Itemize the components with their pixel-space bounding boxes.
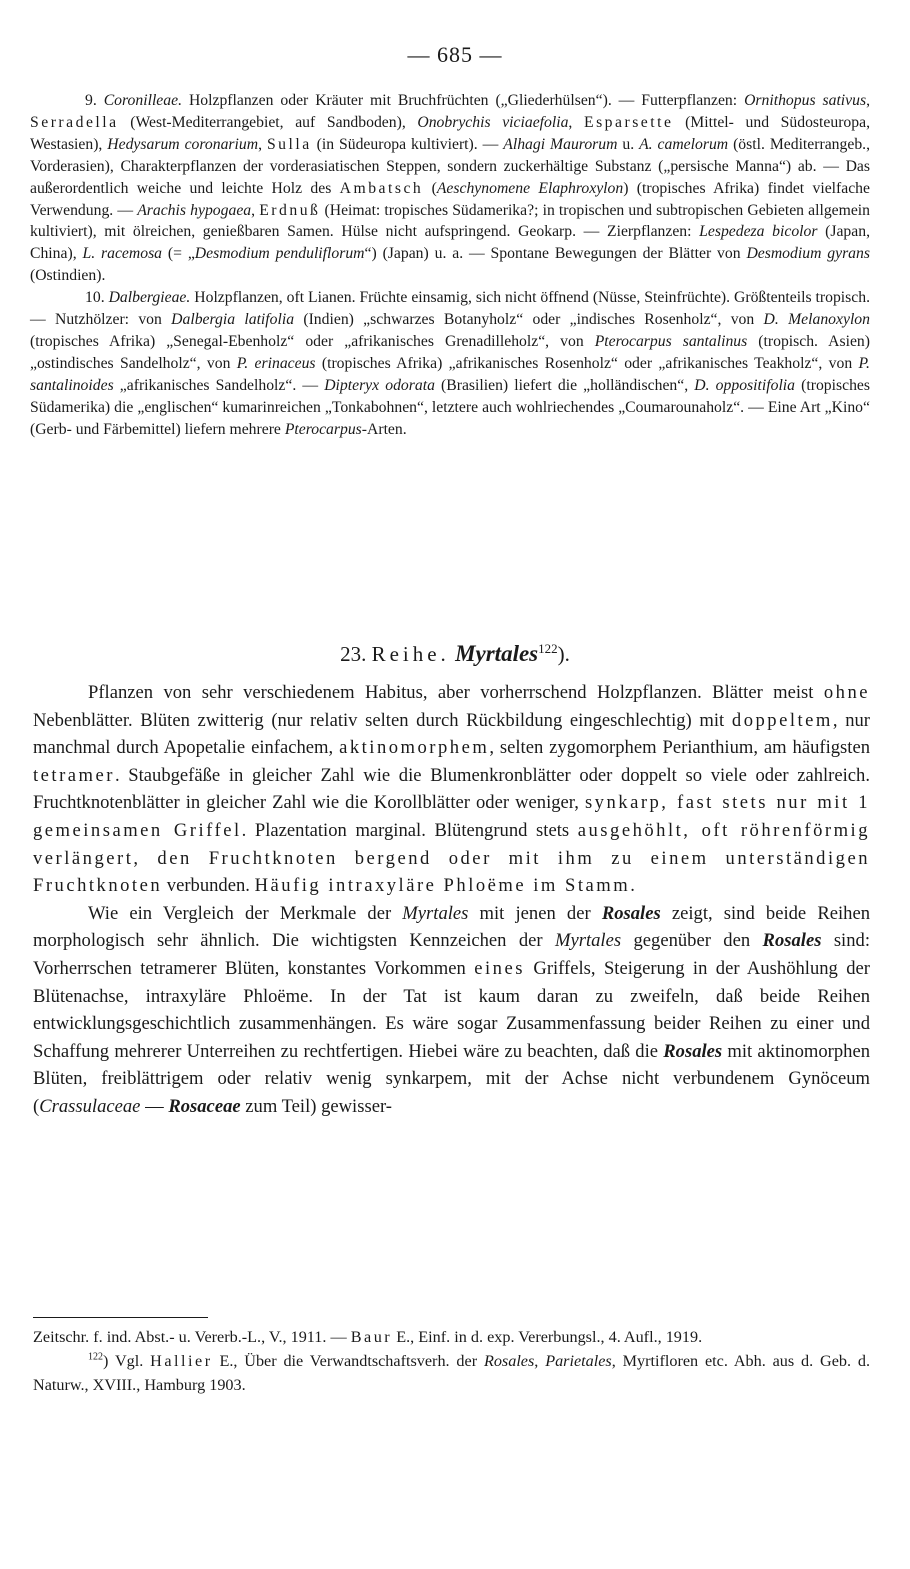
page-number: — 685 —: [407, 42, 503, 67]
paragraph-myrtales-comparison: Wie ein Vergleich der Merkmale der Myrtales mit jenen der Rosales zeigt, sind beide Reihen morphologisch sehr ähnlich. Die wichtigsten Kennzeichen der Myrtales gegenüber den Rosales sind: Vorherrschen tetramerer Blüten, konstantes Vorkommen eines Griffels, Steigerung in der Aushöhlung der Blütenachse, intraxyläre Phloëme. In der Tat ist kaum daran zu zweifeln, daß beide Reihen entwicklungsgeschichtlich zusammenhängen. Es wäre sogar Zusammenfassung beider Reihen zu einer und Schaffung mehrerer Unterreihen zu rechtfertigen. Hiebei wäre zu beachten, daß die Rosales mit aktinomorphen Blüten, freiblättrigem oder relativ wenig synkarpem, mit der Achse nicht verbundenem Gynöceum (Crassulaceae — Rosaceae zum Teil) gewisser-: [33, 902, 871, 1117]
footnote-divider: [33, 1317, 208, 1318]
paragraph-coronilleae: 9. Coronilleae. Holzpflanzen oder Kräuter mit Bruchfrüchten („Gliederhülsen“). — Futterpflanzen: Ornithopus sativus, Serradella (West-Mediterrangebiet, auf Sandboden), Onobrychis viciaefolia, Esparsette (Mittel- und Südosteuropa, Westasien), Hedysarum coronarium, Sulla (in Südeuropa kultiviert). — Alhagi Maurorum u. A. camelorum (östl. Mediterrangeb., Vorderasien), Charakterpflanzen der vorderasiatischen Steppen, sondern zuckerhältige Substanz („persische Manna“) ab. — Das außerordentlich weiche und leichte Holz des Ambatsch (Aeschynomene Elaphroxylon) (tropisches Afrika) findet vielfache Verwendung. — Arachis hypogaea, Erdnuß (Heimat: tropisches Südamerika?; in tropischen und subtropischen Gebieten allgemein kultiviert), mit ölreichen, genießbaren Samen. Hülse nicht aufspringend. Geokarp. — Zierpflanzen: Lespedeza bicolor (Japan, China), L. racemosa (= „Desmodium penduliflorum“) (Japan) u. a. — Spontane Bewegungen der Blätter von Desmodium gyrans (Ostindien).: [30, 92, 871, 285]
paragraph-myrtales-description: Pflanzen von sehr verschiedenem Habitus, aber vorherrschend Holzpflanzen. Blätter meist ohne Nebenblätter. Blüten zwitterig (nur relativ selten durch Rückbildung eingeschlechtig) mit doppeltem, nur manchmal durch Apopetalie einfachem, aktinomorphem, selten zygomorphem Perianthium, am häufigsten tetramer. Staubgefäße in gleicher Zahl wie die Blumenkronblätter oder doppelt so viele oder zahlreich. Fruchtknotenblätter in gleicher Zahl wie die Korollblätter oder weniger, synkarp, fast stets nur mit 1 gemeinsamen Griffel. Plazentation marginal. Blütengrund stets ausgehöhlt, oft röhrenförmig verlängert, den Fruchtknoten bergend oder mit ihm zu einem unterständigen Fruchtknoten verbunden. Häufig intraxyläre Phloëme im Stamm.: [33, 682, 871, 897]
dalbergieae-marker: 10.: [85, 289, 105, 307]
heading-footnote-ref: 122: [538, 641, 558, 656]
coronilleae-dalbergieae-section: [30, 90, 870, 441]
footnote-continuation: Zeitschr. f. ind. Abst.- u. Vererb.-L., V., 1911. — Baur E., Einf. in d. exp. Vererbungsl., 4. Aufl., 1919.: [33, 1328, 703, 1346]
section-heading: [0, 641, 910, 667]
paragraph-dalbergieae: 10. Dalbergieae. Holzpflanzen, oft Lianen. Früchte einsamig, sich nicht öffnend (Nüsse, Steinfrüchte). Größtenteils tropisch. — Nutzhölzer: von Dalbergia latifolia (Indien) „schwarzes Botanyholz“ oder „indisches Rosenholz“, von D. Melanoxylon (tropisches Afrika) „Senegal-Ebenholz“ oder „afrikanisches Grenadilleholz“, von Pterocarpus santalinus (tropisch. Asien) „ostindisches Sandelholz“, von P. erinaceus (tropisches Afrika) „afrikanisches Rosenholz“ oder „afrikanisches Teakholz“, von P. santalinoides „afrikanisches Sandelholz“. — Dipteryx odorata (Brasilien) liefert die „holländischen“, D. oppositifolia (tropisches Südamerika) die „englischen“ kumarinreichen „Tonkabohnen“, letztere auch wohlriechendes „Coumarounaholz“. — Eine Art „Kino“ (Gerb- und Färbemittel) liefern mehrere Pterocarpus-Arten.: [30, 289, 870, 438]
author-baur: Baur: [350, 1328, 393, 1346]
footnote-122: $^{122}$) Vgl. Hallier E., Über die Verwandtschaftsverh. der Rosales, Parietales, Myrtifloren etc. Abh. aus d. Geb. d. Naturw., XVIII., Hamburg 1903.: [33, 1351, 870, 1394]
author-hallier: Hallier: [150, 1352, 213, 1370]
heading-reihe: Reihe.: [371, 642, 450, 666]
footnote-mark: 122: [88, 1351, 104, 1363]
heading-number: 23.: [340, 642, 367, 666]
heading-close: ).: [557, 642, 570, 666]
heading-name: Myrtales: [455, 641, 539, 666]
myrtales-body: [33, 679, 870, 1121]
footnotes: [33, 1325, 870, 1397]
